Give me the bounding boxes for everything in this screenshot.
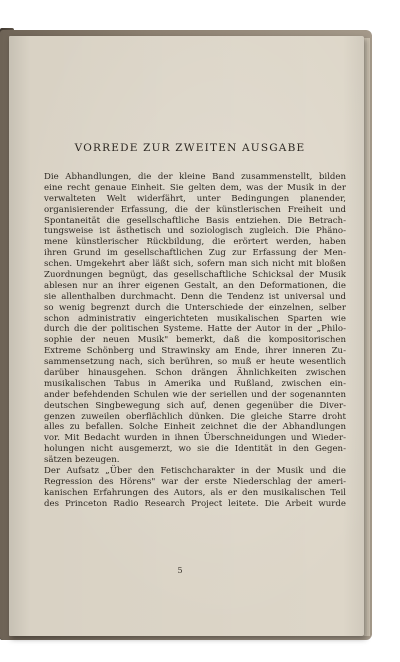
- text-line: Regression des Hörens" war der erste Niederschlag der ameri-: [44, 476, 346, 487]
- text-line: alles zu befallen. Solche Einheit zeichnet die der Abhandlungen: [44, 422, 346, 433]
- text-line: schen. Umgekehrt aber läßt sich, sofern man sich nicht mit bloßen: [44, 259, 346, 270]
- text-line: sätzen bezeugen.: [44, 455, 120, 466]
- text-line: Die Abhandlungen, die der kleine Band zusammenstellt, bilden: [44, 172, 346, 182]
- text-line: durch die der politischen Systeme. Hatte der Autor in der „Philo-: [44, 324, 346, 335]
- text-line: schon administrativ eingerichteten musikalischen Sparten wie: [44, 313, 346, 324]
- chapter-heading: VORREDE ZUR ZWEITEN AUSGABE: [74, 142, 306, 154]
- text-line: organisierender Erfassung, die der künstlerischen Freiheit und: [44, 204, 346, 215]
- text-line: kanischen Erfahrungen des Autors, als er den musikalischen Teil: [44, 487, 346, 498]
- body-text: [44, 172, 346, 510]
- text-line: so wenig begrenzt durch die Unterschiede der einzelnen, selber: [44, 302, 346, 313]
- text-line: des Princeton Radio Research Project leitete. Die Arbeit wurde: [44, 498, 346, 509]
- text-line: Spontaneität die gesellschaftliche Basis entziehen. Die Betrach-: [44, 215, 346, 226]
- text-line: eine recht genaue Einheit. Sie gelten dem, was der Musik in der: [44, 182, 346, 193]
- text-line: sie allenthalben durchmacht. Denn die Tendenz ist universal und: [44, 291, 346, 302]
- text-line: mene künstlerischer Rückbildung, die erörtert werden, haben: [44, 237, 346, 248]
- text-line: vor. Mit Bedacht wurden in ihnen Überschneidungen und Wieder-: [44, 433, 346, 444]
- text-line: Der Aufsatz „Über den Fetischcharakter in der Musik und die: [44, 466, 346, 477]
- text-line: ander befehdenden Schulen wie der seriellen und der sogenannten: [44, 389, 346, 400]
- text-line: genzen zuweilen oberflächlich dünken. Die gleiche Starre droht: [44, 411, 346, 422]
- page-edges: [364, 38, 370, 636]
- text-line: musikalischen Tabus in Amerika und Rußland, zwischen ein-: [44, 378, 346, 389]
- text-line: holungen nicht ausgemerzt, wo sie die Identität in den Gegen-: [44, 444, 346, 455]
- text-line: Zuordnungen begnügt, das gesellschaftliche Schicksal der Musik: [44, 270, 346, 281]
- text-line: sophie der neuen Musik" bemerkt, daß die kompositorischen: [44, 335, 346, 346]
- text-line: ihren Grund im gesellschaftlichen Zug zur Erfassung der Men-: [44, 248, 346, 259]
- text-line: Extreme Schönberg und Strawinsky am Ende, ihrer inneren Zu-: [44, 346, 346, 357]
- text-line: sammensetzung nach, sich berühren, so muß er heute wesentlich: [44, 357, 346, 368]
- page-number: 5: [177, 566, 183, 575]
- text-line: ablesen nur an ihrer eigenen Gestalt, an den Deformationen, die: [44, 280, 346, 291]
- text-line: verwalteten Welt widerfährt, unter Bedingungen planender,: [44, 193, 346, 204]
- text-line: tungsweise ist ästhetisch und soziologisch zugleich. Die Phäno-: [44, 226, 346, 237]
- text-line: darüber hinausgehen. Schon drängen Ähnlichkeiten zwischen: [44, 368, 346, 379]
- text-line: deutschen Singbewegung sich auf, denen gegenüber die Diver-: [44, 400, 346, 411]
